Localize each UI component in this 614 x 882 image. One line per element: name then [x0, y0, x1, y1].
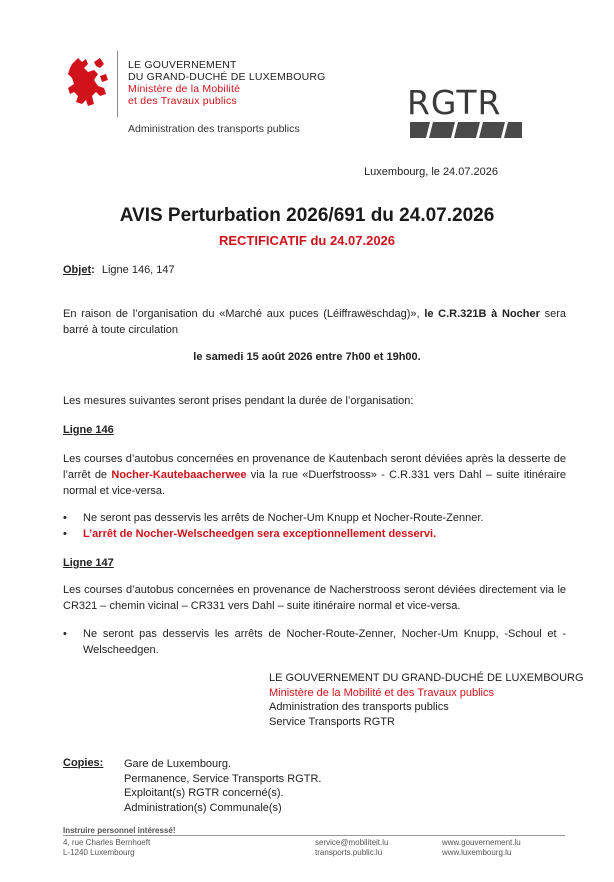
- signature-line-2: Ministère de la Mobilité et des Travaux publics: [269, 686, 494, 699]
- ligne-147-bullet-1: [63, 626, 566, 658]
- government-block: [128, 59, 326, 107]
- objet-colon: :: [91, 264, 95, 276]
- footer-address: [63, 838, 150, 858]
- instruire-note: Instruire personnel intéressé!: [63, 826, 176, 835]
- bullet-text: L’arrêt de Nocher-Welscheedgen sera exceptionnellement desservi.: [83, 528, 437, 540]
- header-divider: [117, 51, 118, 117]
- objet-value: Ligne 146, 147: [101, 264, 175, 276]
- ligne-146-paragraph: [63, 451, 566, 499]
- bullet-icon: •: [63, 512, 67, 524]
- copies-item: Gare de Luxembourg.: [124, 758, 232, 770]
- intro-text-1: En raison de l’organisation du «Marché aux puces (Léiffrawëschdag)»,: [63, 308, 425, 320]
- rectificatif-label: RECTIFICATIF du 24.07.2026: [218, 233, 396, 248]
- footer-site-link[interactable]: transports.public.lu: [315, 848, 383, 857]
- footer-divider: [63, 835, 565, 836]
- bullet-icon: •: [63, 628, 67, 640]
- rgtr-logo: RGTR: [407, 83, 502, 122]
- footer-email-link[interactable]: service@mobiliteit.lu: [315, 838, 389, 847]
- footer-contact: [315, 838, 388, 858]
- measures-intro: Les mesures suivantes seront prises pendant la durée de l’organisation:: [63, 395, 414, 407]
- lion-coat-of-arms-icon: [64, 54, 110, 108]
- copies-label: Copies:: [63, 757, 104, 769]
- ligne-146-heading: Ligne 146: [63, 424, 114, 436]
- ministry-line-1: Ministère de la Mobilité: [128, 83, 241, 95]
- bullet-icon: •: [63, 528, 67, 540]
- footer-web-link-1[interactable]: www.gouvernement.lu: [442, 838, 521, 847]
- copies-item: Permanence, Service Transports RGTR.: [124, 772, 322, 785]
- ligne-146-bullet-2: [63, 526, 566, 542]
- bullet-text: Ne seront pas desservis les arrêts de Nocher-Route-Zenner, Nocher-Um Knupp, -Schoul et -Welscheedgen.: [83, 628, 566, 656]
- intro-paragraph: [63, 306, 566, 338]
- ministry-line-2: et des Travaux publics: [128, 95, 237, 107]
- address-line-1: 4, rue Charles Bernhoeft: [63, 838, 151, 847]
- gov-line-1: LE GOUVERNEMENT: [128, 59, 237, 71]
- administration-label: Administration des transports publics: [128, 123, 300, 135]
- ligne-147-paragraph: Les courses d’autobus concernées en provenance de Nacherstrooss seront déviées directement via le CR321 – chemin vicinal – CR331 vers Dahl – suite itinéraire normal et vice-versa.: [63, 584, 566, 612]
- footer-web: [442, 838, 521, 858]
- signature-line-1: LE GOUVERNEMENT DU GRAND-DUCHÉ DE LUXEMBOURG: [269, 672, 584, 684]
- closure-date: le samedi 15 août 2026 entre 7h00 et 19h00.: [193, 351, 421, 363]
- rgtr-logo-bars: [410, 122, 522, 138]
- copies-item: Administration(s) Communale(s): [124, 801, 282, 814]
- intro-bold: le C.R.321B à Nocher: [424, 308, 540, 320]
- document-date: Luxembourg, le 24.07.2026: [364, 166, 498, 178]
- signature-line-3: Administration des transports publics: [269, 701, 449, 713]
- address-line-2: L-1240 Luxembourg: [63, 848, 135, 857]
- ligne-146-stop-name: Nocher-Kautebaacherwee: [111, 469, 247, 481]
- intro-text-2: sera barré à toute circulation: [63, 308, 567, 336]
- signature-block: [269, 671, 584, 729]
- signature-line-4: Service Transports RGTR: [269, 715, 395, 728]
- ligne-146-text-2: via la rue «Duerfstrooss» - C.R.331 vers Dahl – suite itinéraire normal et vice-versa.: [63, 469, 566, 497]
- ligne-147-heading: Ligne 147: [63, 557, 114, 569]
- page-title: AVIS Perturbation 2026/691 du 24.07.2026: [119, 205, 495, 226]
- footer-web-link-2[interactable]: www.luxembourg.lu: [442, 848, 512, 857]
- ligne-146-bullet-1: [63, 510, 566, 526]
- ligne-146-text-1: Les courses d’autobus concernées en provenance de Kautenbach seront déviées après la desserte de l’arrêt de: [63, 453, 566, 481]
- copies-list: [124, 757, 321, 815]
- objet-label: Objet: [63, 264, 92, 276]
- bullet-text: Ne seront pas desservis les arrêts de Nocher-Um Knupp et Nocher-Route-Zenner.: [83, 512, 484, 524]
- objet-line: [63, 262, 175, 278]
- copies-item: Exploitant(s) RGTR concerné(s).: [124, 787, 284, 799]
- gov-line-2: DU GRAND-DUCHÉ DE LUXEMBOURG: [128, 71, 326, 83]
